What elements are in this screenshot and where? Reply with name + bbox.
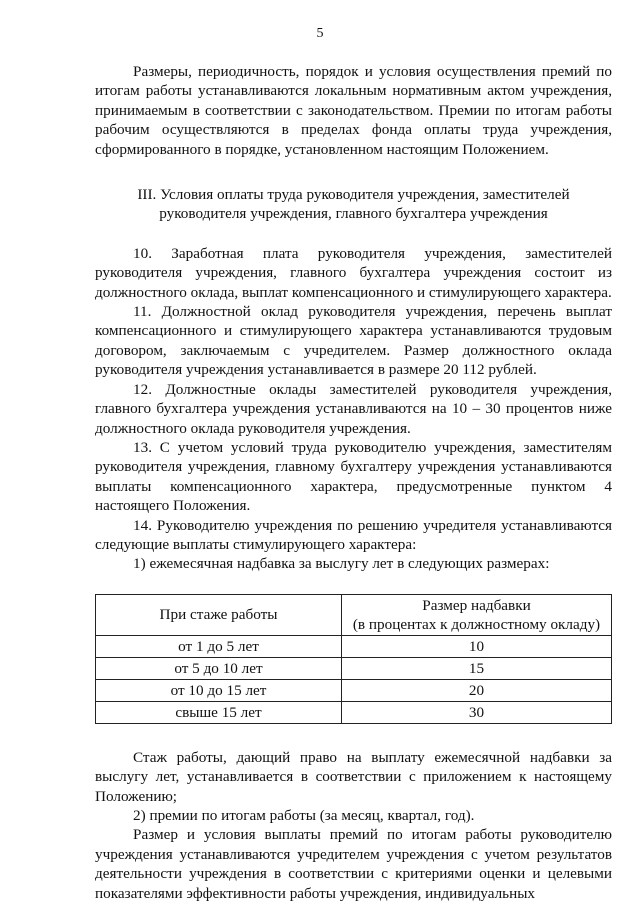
document-body (95, 62, 612, 903)
seniority-paragraph: Стаж работы, дающий право на выплату ежемесячной надбавки за выслугу лет, устанавливается в соответствии с приложением к настоящему Положению; (95, 748, 612, 805)
table-row (96, 701, 612, 723)
bonus-conditions-paragraph: Размер и условия выплаты премий по итогам работы руководителю учреждения устанавливаются учредителем учреждения с учетом результатов деятельности учреждения в соответствии с критериями оценки и целевыми показателями эффективности работы учреждения, индивидуальных (95, 826, 612, 902)
section-heading (95, 185, 612, 224)
table-row (96, 635, 612, 657)
table-cell-percent: 30 (342, 701, 612, 723)
page-number: 5 (316, 26, 324, 41)
table-cell-experience: от 10 до 15 лет (96, 679, 342, 701)
table-row (96, 679, 612, 701)
table-cell-experience: от 5 до 10 лет (96, 657, 342, 679)
section-heading-line2: руководителя учреждения, главного бухгалтера учреждения (159, 205, 548, 223)
table-header-percent-line1: Размер надбавки (422, 596, 531, 614)
table-header-row (96, 594, 612, 635)
paragraph-10: 10. Заработная плата руководителя учреждения, заместителей руководителя учреждения, главного бухгалтера учреждения состоит из должностного оклада, выплат компенсационного и стимулирующего характера. (95, 244, 612, 301)
section-heading-line1: III. Условия оплаты труда руководителя учреждения, заместителей (137, 186, 570, 204)
table-header-experience: При стаже работы (96, 594, 342, 635)
table-row (96, 657, 612, 679)
paragraph-12: 12. Должностные оклады заместителей руководителя учреждения, главного бухгалтера учреждения устанавливаются на 10 – 30 процентов ниже должностного оклада руководителя учреждения. (95, 380, 612, 437)
paragraph-14-item-1: 1) ежемесячная надбавка за выслугу лет в следующих размерах: (133, 555, 550, 573)
table-header-percent (342, 594, 612, 635)
paragraph-11: 11. Должностной оклад руководителя учреждения, перечень выплат компенсационного и стимулирующего характера устанавливаются трудовым договором, заключаемым с учредителем. Размер должностного оклада руководителя учреждения устанавливается в размере 20 112 рублей. (95, 303, 612, 379)
paragraph-13: 13. С учетом условий труда руководителю учреждения, заместителям руководителя учреждения, главному бухгалтеру учреждения устанавливаются выплаты компенсационного характера, предусмотренные пунктом 4 настоящего Положения. (95, 438, 612, 515)
table-cell-percent: 10 (342, 635, 612, 657)
table-cell-experience: свыше 15 лет (96, 701, 342, 723)
item-2-paragraph: 2) премии по итогам работы (за месяц, квартал, год). (133, 806, 475, 824)
table-header-percent-line2: (в процентах к должностному окладу) (352, 615, 601, 633)
seniority-bonus-table (95, 594, 612, 724)
table-cell-percent: 20 (342, 679, 612, 701)
table-cell-experience: от 1 до 5 лет (96, 635, 342, 657)
paragraph-14: 14. Руководителю учреждения по решению учредителя устанавливаются следующие выплаты стимулирующего характера: (95, 516, 612, 553)
table-cell-percent: 15 (342, 657, 612, 679)
intro-paragraph: Размеры, периодичность, порядок и условия осуществления премий по итогам работы устанавливаются локальным нормативным актом учреждения, принимаемым в соответствии с законодательством. Премии по итогам работы рабочим осуществляются в пределах фонда оплаты труда учреждения, сформированного в порядке, установленном настоящим Положением. (95, 63, 612, 158)
